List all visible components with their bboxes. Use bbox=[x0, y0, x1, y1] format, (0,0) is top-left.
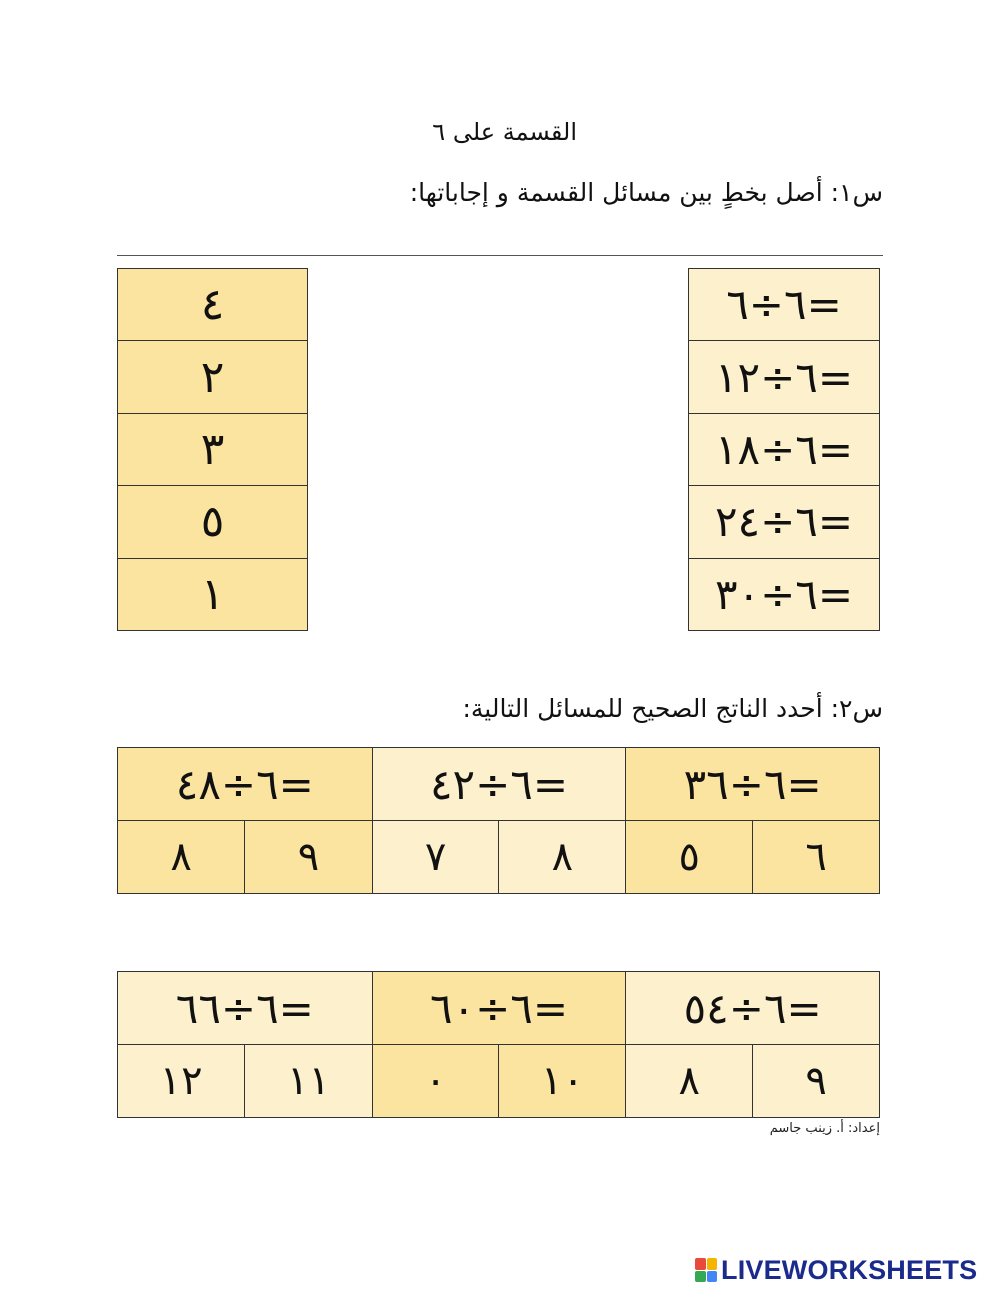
worksheet-title: القسمة على ٦ bbox=[432, 118, 577, 146]
choice-option[interactable]: ١١ bbox=[244, 1045, 371, 1117]
answer-cell[interactable]: ٣ bbox=[118, 414, 307, 486]
choice-option[interactable]: ٠ bbox=[424, 1058, 447, 1104]
problem-cell[interactable]: =٦÷١٨ bbox=[689, 414, 879, 486]
problems-column bbox=[688, 268, 880, 631]
answer-cell[interactable]: ٥ bbox=[118, 486, 307, 558]
liveworksheets-logo[interactable] bbox=[695, 1255, 977, 1285]
choice-option[interactable]: ٨ bbox=[498, 821, 625, 893]
answer-cell[interactable]: ٤ bbox=[118, 269, 307, 341]
choice-option[interactable]: ٦ bbox=[752, 821, 879, 893]
question-2-prompt: س٢: أحدد الناتج الصحيح للمسائل التالية: bbox=[462, 694, 883, 723]
answer-cell[interactable]: ١ bbox=[200, 569, 225, 621]
choice-group bbox=[625, 748, 879, 893]
choice-option[interactable]: ٧ bbox=[424, 834, 447, 880]
answer-cell[interactable]: ٢ bbox=[118, 341, 307, 413]
problem-cell[interactable]: =٦÷٣٠ bbox=[714, 570, 854, 620]
choice-grid-row-2 bbox=[117, 971, 880, 1118]
problem-cell[interactable]: =٦÷٦ bbox=[689, 269, 879, 341]
question-1-prompt: س١: أصل بخطٍ بين مسائل القسمة و إجاباتها: bbox=[409, 178, 883, 207]
brand-name: LIVEWORKSHEETS bbox=[721, 1254, 978, 1285]
choice-option[interactable]: ٥ bbox=[678, 834, 700, 880]
answers-column bbox=[117, 268, 308, 631]
choice-option[interactable]: ٨ bbox=[170, 834, 192, 880]
choice-option[interactable]: ٩ bbox=[752, 1045, 879, 1117]
choice-equation: =٦÷٤٢ bbox=[373, 748, 626, 821]
choice-equation: =٦÷٤٨ bbox=[118, 748, 372, 821]
problem-cell[interactable]: =٦÷١٢ bbox=[689, 341, 879, 413]
divider bbox=[117, 255, 883, 256]
choice-equation: =٦÷٣٦ bbox=[626, 748, 879, 821]
choice-group bbox=[118, 972, 372, 1117]
logo-icon bbox=[695, 1258, 717, 1282]
choice-equation: =٦÷٦٠ bbox=[373, 972, 626, 1045]
problem-cell[interactable]: =٦÷٢٤ bbox=[689, 486, 879, 558]
choice-group bbox=[118, 748, 372, 893]
author-credit: إعداد: أ. زينب جاسم bbox=[769, 1121, 880, 1136]
choice-option[interactable]: ٩ bbox=[244, 821, 371, 893]
choice-grid-row-1 bbox=[117, 747, 880, 894]
choice-option[interactable]: ١٠ bbox=[498, 1045, 625, 1117]
choice-equation: =٦÷٦٦ bbox=[118, 972, 372, 1045]
choice-group bbox=[372, 748, 626, 893]
choice-option[interactable]: ٨ bbox=[678, 1058, 700, 1104]
choice-equation: =٦÷٥٤ bbox=[626, 972, 879, 1045]
choice-group bbox=[372, 972, 626, 1117]
choice-option[interactable]: ١٢ bbox=[159, 1058, 203, 1104]
choice-group bbox=[625, 972, 879, 1117]
